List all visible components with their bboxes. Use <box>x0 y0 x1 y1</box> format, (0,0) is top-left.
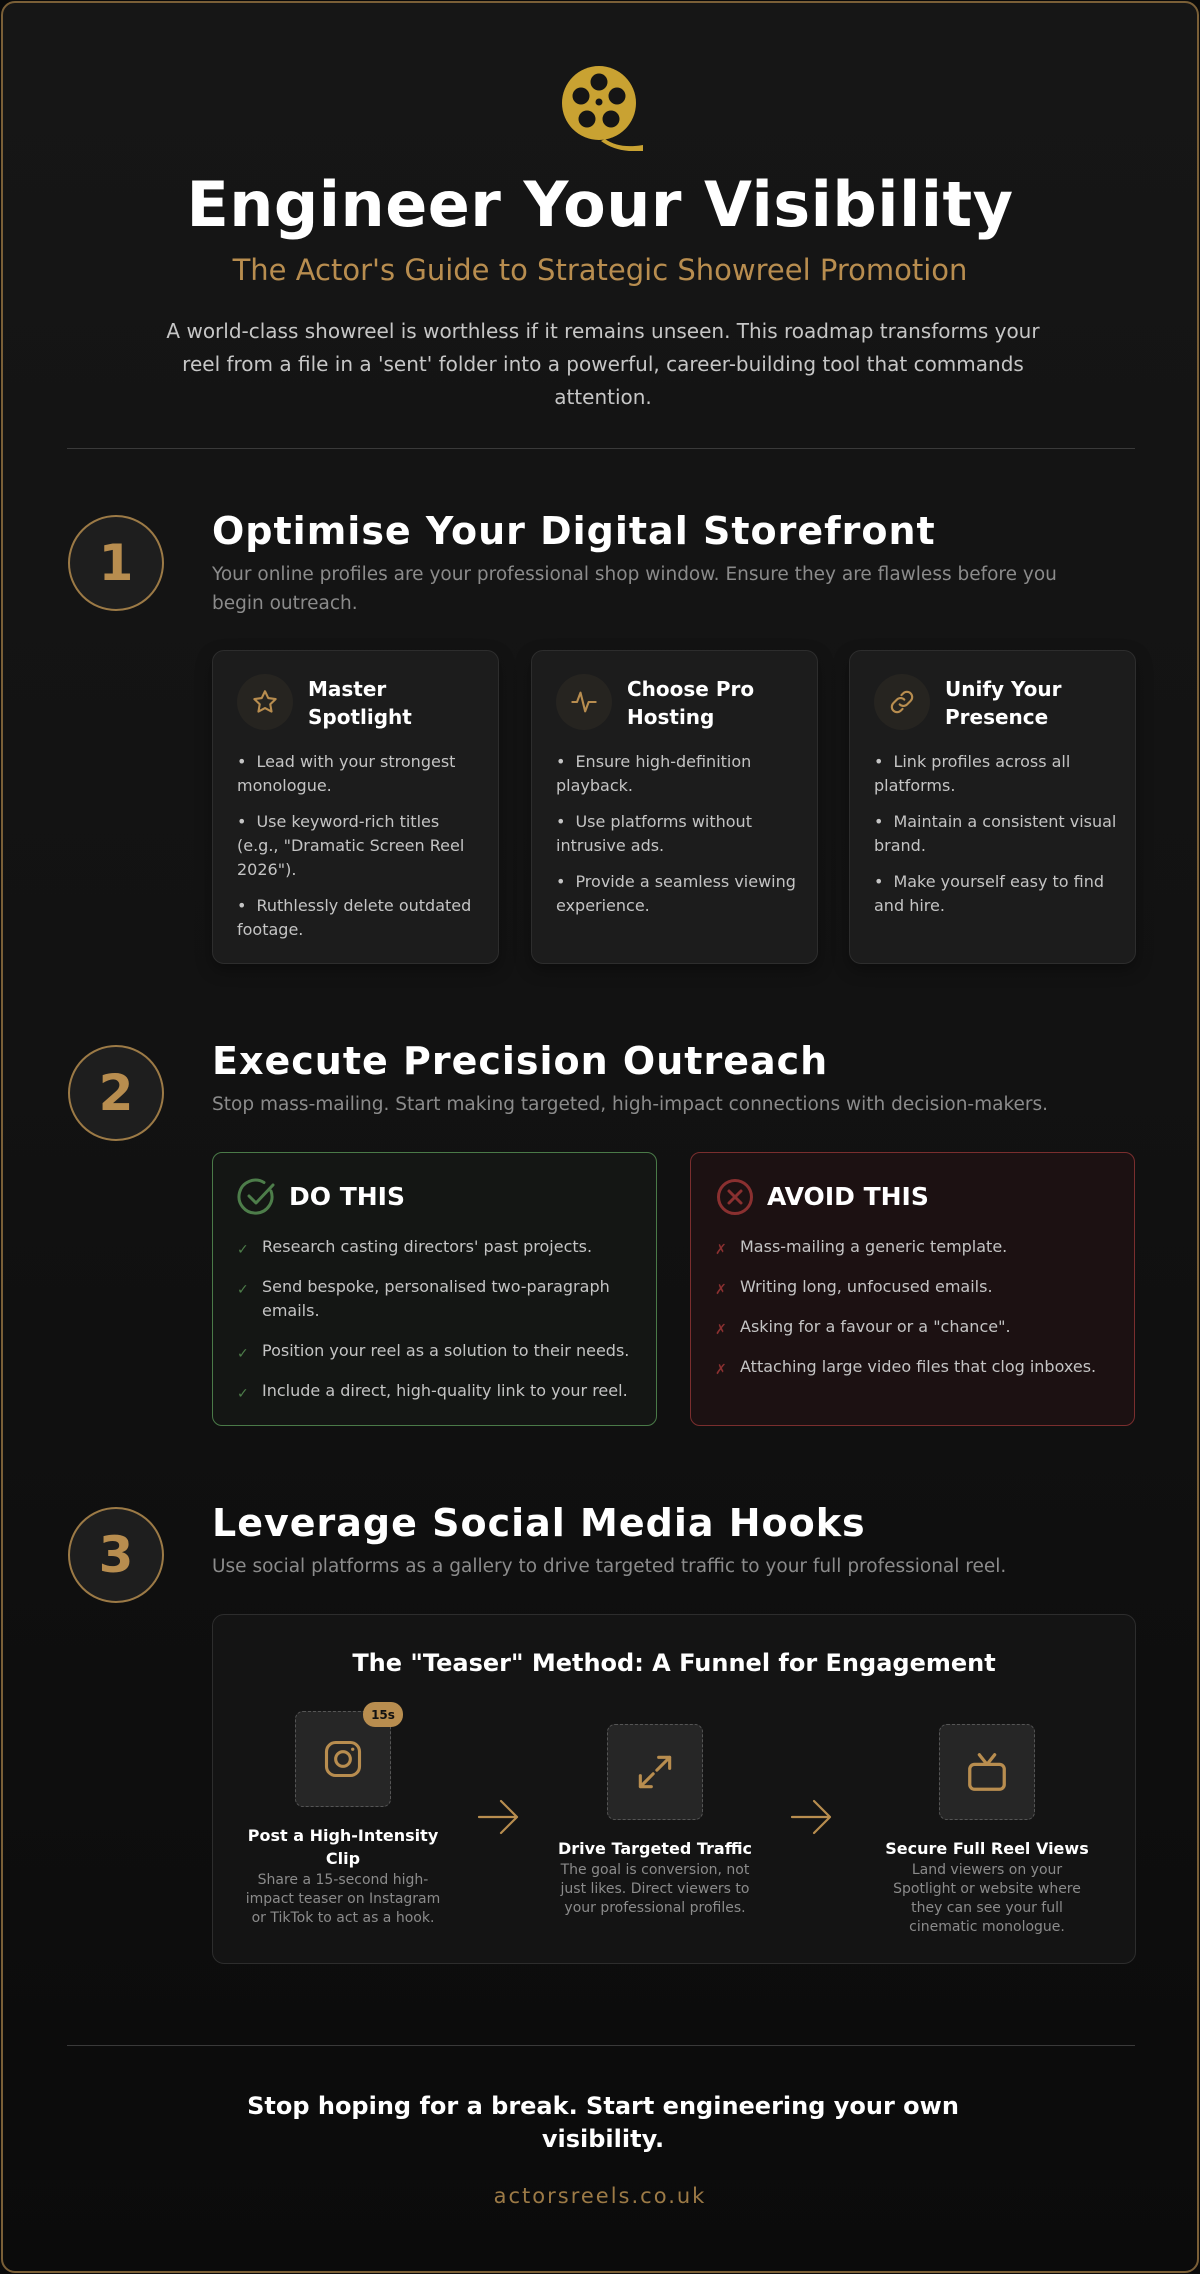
section-title: Execute Precision Outreach <box>212 1039 829 1083</box>
star-icon <box>237 674 293 730</box>
check-icon: ✓ <box>237 1282 249 1298</box>
cross-icon: ✗ <box>715 1282 727 1298</box>
check-icon: ✓ <box>237 1242 249 1258</box>
check-icon: ✓ <box>237 1386 249 1402</box>
card-title: Master Spotlight <box>308 677 412 729</box>
card-title: Choose Pro Hosting <box>627 677 755 729</box>
funnel-title: The "Teaser" Method: A Funnel for Engagement <box>352 1649 996 1677</box>
film-reel-icon <box>561 65 645 151</box>
funnel-step-title: Post a High-Intensity Clip <box>247 1826 439 1868</box>
cross-icon: ✗ <box>715 1242 727 1258</box>
list-item: ✗ Attaching large video files that clog inboxes. <box>715 1355 1125 1379</box>
funnel-step-title: Secure Full Reel Views <box>885 1839 1089 1858</box>
arrow-right-icon <box>790 1795 834 1839</box>
x-circle-icon <box>715 1177 755 1217</box>
list-item: ✓ Send bespoke, personalised two-paragraph emails. <box>237 1277 610 1320</box>
list-item: • Provide a seamless viewing experience. <box>556 872 796 915</box>
section-title: Optimise Your Digital Storefront <box>212 509 936 553</box>
pulse-icon <box>556 674 612 730</box>
page-title: Engineer Your Visibility <box>186 168 1014 241</box>
list-item: ✓ Research casting directors' past projects. <box>237 1235 647 1259</box>
step-number-3: 3 <box>68 1507 164 1603</box>
cross-icon: ✗ <box>715 1362 727 1378</box>
list-item: • Use platforms without intrusive ads. <box>556 812 752 855</box>
do-list <box>237 1235 647 1419</box>
list-item: ✗ Writing long, unfocused emails. <box>715 1275 1125 1299</box>
panel-title: AVOID THIS <box>767 1182 929 1211</box>
list-item: • Link profiles across all platforms. <box>874 752 1071 795</box>
funnel-step-desc: The goal is conversion, not just likes. Direct viewers to your professional profiles. <box>560 1862 750 1916</box>
list-item: ✗ Mass-mailing a generic template. <box>715 1235 1125 1259</box>
section-desc: Stop mass-mailing. Start making targeted, high-impact connections with decision-makers. <box>212 1094 1049 1115</box>
link-icon <box>874 674 930 730</box>
tv-icon <box>939 1724 1035 1820</box>
section-title: Leverage Social Media Hooks <box>212 1501 866 1545</box>
list-item: ✓ Position your reel as a solution to their needs. <box>237 1339 647 1363</box>
funnel-step-title: Drive Targeted Traffic <box>557 1839 753 1858</box>
card-master-spotlight <box>212 650 499 964</box>
list-item: ✗ Asking for a favour or a "chance". <box>715 1315 1125 1339</box>
funnel-step-desc: Land viewers on your Spotlight or website where they can see your full cinematic monologue. <box>893 1862 1081 1935</box>
check-circle-icon <box>237 1177 277 1217</box>
card-list <box>237 750 482 954</box>
check-icon: ✓ <box>237 1346 249 1362</box>
list-item: • Ruthlessly delete outdated footage. <box>237 896 472 939</box>
card-list <box>874 750 1119 930</box>
card-list <box>556 750 801 930</box>
avoid-this-panel <box>690 1152 1135 1426</box>
expand-arrows-icon <box>607 1724 703 1820</box>
panel-title: DO THIS <box>289 1182 405 1211</box>
card-unify-presence <box>849 650 1136 964</box>
list-item: • Lead with your strongest monologue. <box>237 752 456 795</box>
avoid-list <box>715 1235 1125 1395</box>
site-link[interactable]: actorsreels.co.uk <box>493 2184 707 2208</box>
step-number-1: 1 <box>68 515 164 611</box>
closing-cta: Stop hoping for a break. Start engineering your own visibility. <box>247 2092 959 2153</box>
divider <box>67 448 1135 449</box>
section-desc: Your online profiles are your professional shop window. Ensure they are flawless before you begin outreach. <box>212 564 1057 614</box>
divider <box>67 2045 1135 2046</box>
list-item: • Ensure high-definition playback. <box>556 752 752 795</box>
step-number-2: 2 <box>68 1045 164 1141</box>
card-choose-pro-hosting <box>531 650 818 964</box>
card-title: Unify Your Presence <box>945 677 1062 729</box>
infographic-frame <box>1 1 1199 2273</box>
list-item: ✓ Include a direct, high-quality link to your reel. <box>237 1379 647 1403</box>
cross-icon: ✗ <box>715 1322 727 1338</box>
teaser-funnel <box>212 1614 1136 1964</box>
page-subtitle: The Actor's Guide to Strategic Showreel Promotion <box>232 253 968 287</box>
section-desc: Use social platforms as a gallery to drive targeted traffic to your full professional reel. <box>212 1556 1007 1577</box>
list-item: • Use keyword-rich titles (e.g., "Dramatic Screen Reel 2026"). <box>237 812 465 879</box>
arrow-right-icon <box>477 1795 521 1839</box>
funnel-step-desc: Share a 15-second high-impact teaser on Instagram or TikTok to act as a hook. <box>245 1872 441 1926</box>
intro-text: A world-class showreel is worthless if it remains unseen. This roadmap transforms your reel from a file in a 'sent' folder into a powerful, career-building tool that commands attention. <box>166 319 1040 409</box>
list-item: • Make yourself easy to find and hire. <box>874 872 1105 915</box>
duration-badge: 15s <box>363 1702 403 1727</box>
list-item: • Maintain a consistent visual brand. <box>874 812 1117 855</box>
do-this-panel <box>212 1152 657 1426</box>
